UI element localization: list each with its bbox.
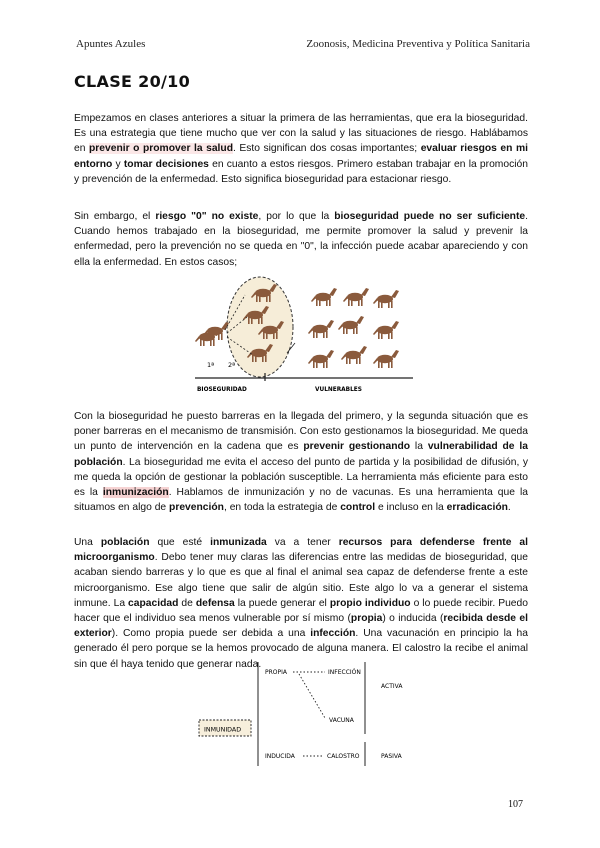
bold-text: tomar decisiones [123, 158, 209, 170]
text: Empezamos en clases anteriores a situar la primera de las herramientas, que era la bioseguridad. Es una estrategia que tiene mucho que ver con la salud y las situaciones de riesgo. Hablábamos en [74, 113, 528, 155]
page-title: CLASE 20/10 [74, 72, 191, 91]
text: Con la bioseguridad he puesto barreras en la llegada del primero, y la segunda situación que es poner barreras en el mecanismo de transmisión. Con esto gestionamos la bioseguridad. Me queda un punto de intervención en la cadena que es [74, 411, 528, 453]
text: . Una vacunación en principio la ha generado él pero porque se la hemos provocado de alguna manera. El calostro la recibe el animal sin que él haya tenido que generar nada. [74, 628, 528, 670]
label-first: 1ª [207, 361, 215, 369]
text: la [410, 441, 428, 453]
label-vacuna: VACUNA [329, 717, 354, 724]
text: . Esto significan dos cosas importantes; [232, 143, 421, 155]
page-number: 107 [508, 799, 523, 810]
text: , por lo que la [258, 211, 335, 222]
text: o lo puede recibir. Puedo hacer que el individuo sea menos vulnerable por sí mismo ( [74, 597, 528, 625]
text: Una [74, 537, 101, 548]
bold-text: bioseguridad puede no ser suficiente [334, 211, 526, 222]
text: . [507, 502, 511, 514]
text: que esté [149, 537, 211, 548]
text: . Hablamos de inmunización y no de vacunas. Es una herramienta que la situamos en algo de [74, 487, 528, 514]
paragraph-4 [74, 535, 528, 672]
text: ) o inducida ( [382, 613, 444, 625]
paragraph-1 [74, 111, 528, 187]
label-inducida: INDUCIDA [265, 753, 295, 760]
text: la puede generar el [234, 597, 330, 609]
text: de [178, 597, 196, 609]
label-second: 2ª [228, 361, 236, 369]
label-infeccion: INFECCIÓN [328, 669, 361, 676]
paragraph-2 [74, 209, 528, 270]
text: va a tener [266, 537, 339, 548]
connector-lines [293, 672, 325, 756]
immunity-diagram [195, 660, 420, 770]
paragraph-3 [74, 409, 528, 515]
label-propia: PROPIA [265, 669, 288, 676]
label-pasiva: PASIVA [381, 753, 402, 760]
text: e incluso en la [375, 502, 447, 514]
label-inmunidad: INMUNIDAD [204, 726, 242, 734]
bold-text: inmunización [102, 487, 169, 499]
text: en cuanto a estos riesgos. Primero estaban trabajar en la promoción y prevención de la enfermedad. Esto significa bioseguridad para estacionar riesgo. [74, 158, 528, 185]
bold-text: evaluar riesgos en mi entorno [74, 143, 528, 170]
bold-text: recibida desde el exterior [74, 613, 528, 640]
label-activa: ACTIVA [381, 683, 403, 690]
text: . La bioseguridad me evita el acceso del punto de partida y la posibilidad de difusión, y me queda la opción de gestionar la población susceptible. La herramienta más eficiente para esto es la [74, 456, 528, 499]
text: . Debo tener muy claras las diferencias entre las medidas de bioseguridad, que acaban siendo barreras y lo que es que al final el animal sea capaz de defenderse frente a este microorganismo. Ese algo tiene que salir de algún sitio. Este algo lo va a generar el sistema inmune. La [74, 552, 528, 609]
text: y [112, 158, 124, 170]
text: , en toda la estrategia de [223, 502, 341, 514]
bold-text: vulnerabilidad de la población [74, 441, 528, 468]
bold-text: control [340, 502, 376, 514]
bold-text: erradicación [446, 502, 508, 514]
label-calostro: CALOSTRO [327, 753, 360, 760]
header-right: Zoonosis, Medicina Preventiva y Política Sanitaria [306, 38, 530, 50]
bold-text: prevenir o promover la salud [88, 143, 233, 155]
text: . Cuando hemos trabajado en la bioseguridad, me permite promover la salud y prevenir la enfermedad, pero la prevención no se queda en "0", la infección puede acabar apareciendo y con ella la enfermedad. En estos casos; [74, 211, 529, 268]
biosecurity-figure [195, 275, 415, 395]
header-left: Apuntes Azules [76, 38, 146, 50]
bold-text: inmunizada [210, 537, 267, 548]
bold-text: defensa [195, 597, 235, 609]
bold-text: propia [350, 613, 383, 625]
bold-text: prevenir gestionando [303, 441, 411, 453]
label-bioseguridad: BIOSEGURIDAD [197, 387, 247, 393]
bold-text: población [100, 537, 150, 548]
text: ). Como propia puede ser debida a una [111, 628, 311, 640]
label-vulnerables: VULNERABLES [315, 387, 362, 393]
bold-text: propio individuo [329, 597, 411, 609]
bold-text: recursos para defenderse frente al microorganismo [74, 537, 528, 564]
horse-icon [195, 284, 399, 368]
bold-text: infección [310, 628, 356, 640]
bold-text: prevención [169, 502, 224, 514]
bold-text: riesgo "0" no existe [155, 211, 259, 222]
text: Sin embargo, el [74, 211, 156, 222]
bold-text: capacidad [128, 597, 179, 609]
